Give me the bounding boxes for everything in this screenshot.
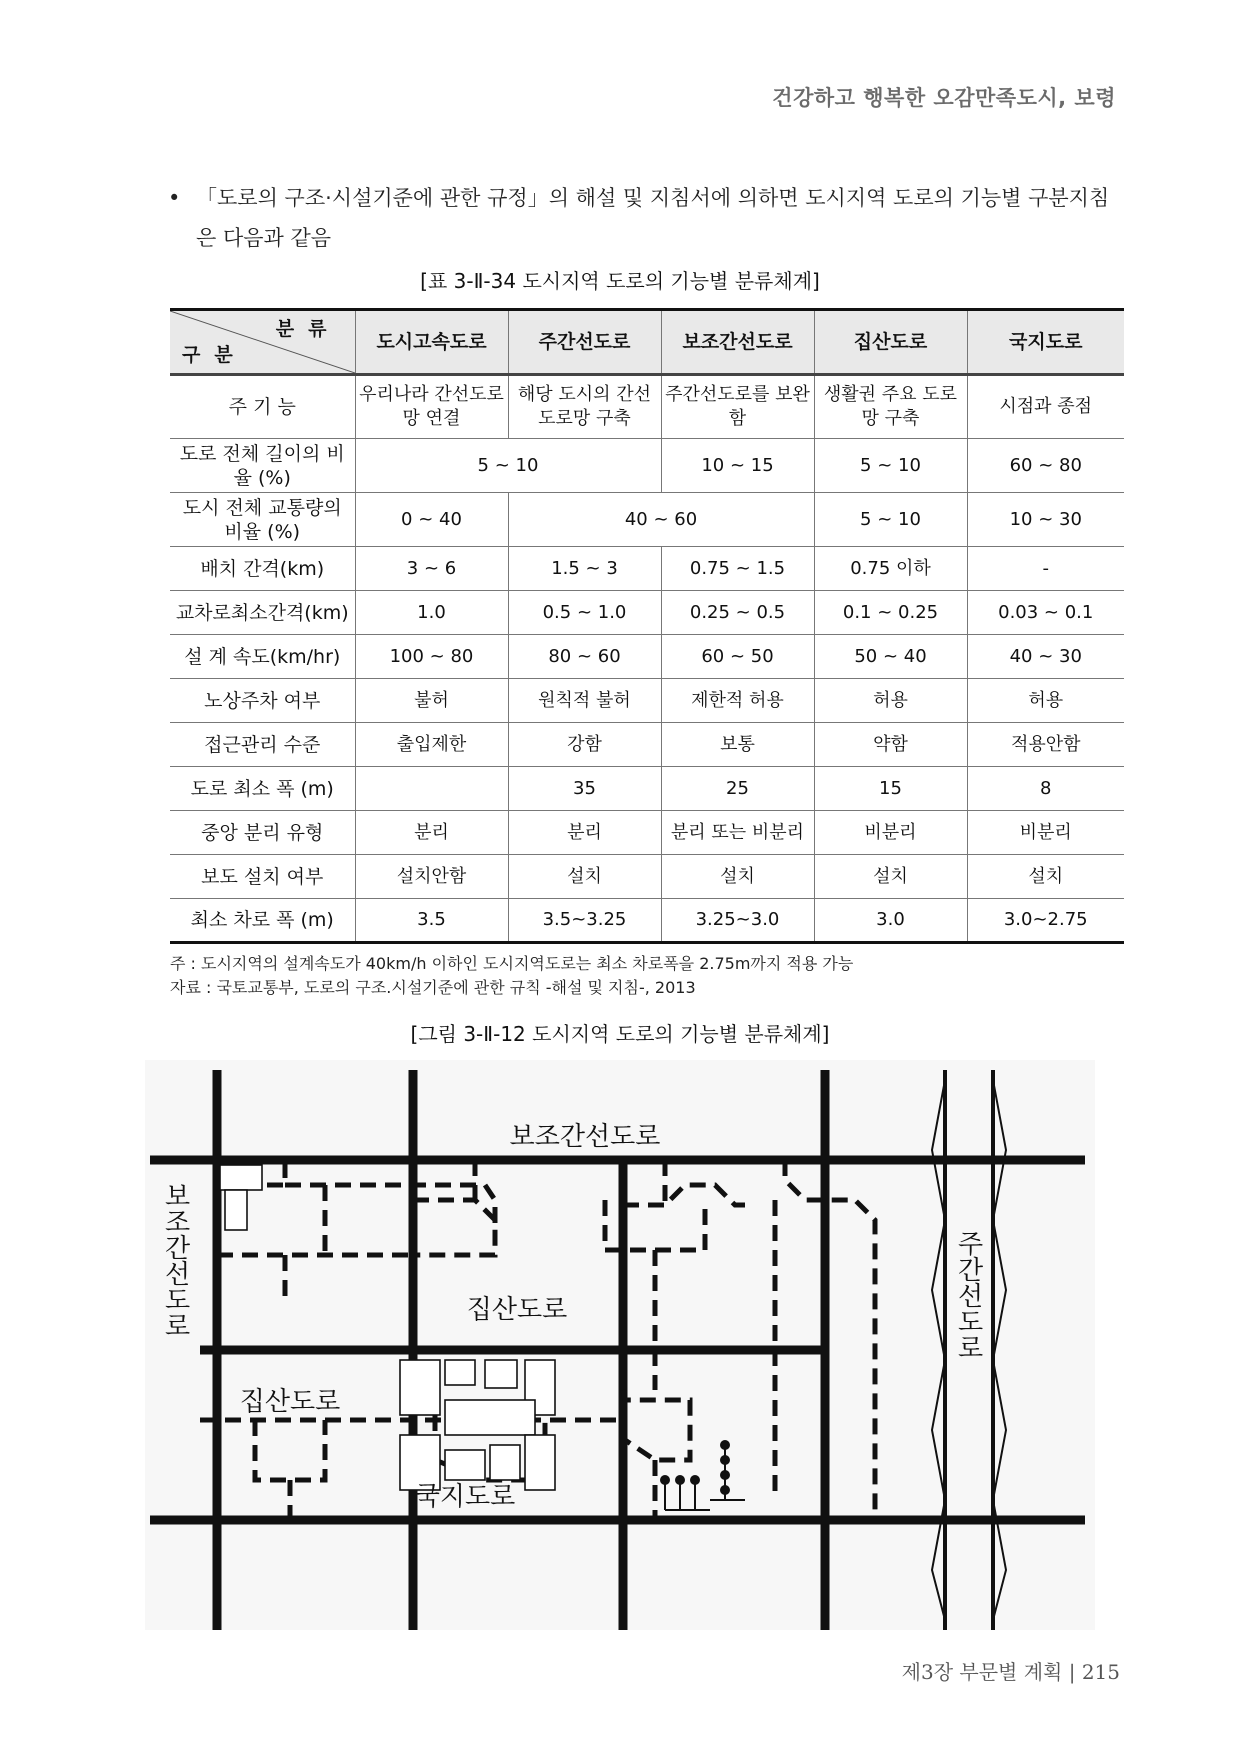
table-row xyxy=(170,635,1124,679)
footer-separator: | xyxy=(1068,1660,1076,1684)
table-cell: 3.0 xyxy=(814,899,967,943)
table-cell: 출입제한 xyxy=(355,723,508,767)
table-cell: 비분리 xyxy=(967,811,1124,855)
column-header: 보조간선도로 xyxy=(661,310,814,375)
table-cell: 50 ~ 40 xyxy=(814,635,967,679)
table-cell: 분리 또는 비분리 xyxy=(661,811,814,855)
row-label: 도로 전체 길이의 비율 (%) xyxy=(170,439,355,493)
corner-header-cell xyxy=(170,310,355,375)
table-cell: 적용안함 xyxy=(967,723,1124,767)
column-header: 도시고속도로 xyxy=(355,310,508,375)
table-cell xyxy=(355,767,508,811)
table-cell: 25 xyxy=(661,767,814,811)
table-row xyxy=(170,493,1124,547)
table-header-row xyxy=(170,310,1124,375)
table-cell: 시점과 종점 xyxy=(967,375,1124,439)
table-cell: 주간선도로를 보완함 xyxy=(661,375,814,439)
row-label: 주 기 능 xyxy=(170,375,355,439)
table-cell: 10 ~ 30 xyxy=(967,493,1124,547)
table-source: 자료 : 국토교통부, 도로의 구조.시설기준에 관한 규칙 -해설 및 지침-, 2013 xyxy=(170,978,696,997)
table-cell: 불허 xyxy=(355,679,508,723)
table-row xyxy=(170,375,1124,439)
table-cell: 1.0 xyxy=(355,591,508,635)
table-cell: 15 xyxy=(814,767,967,811)
label-right-road-vertical: 주간선도로 xyxy=(953,1230,983,1360)
footer-chapter: 제3장 부문별 계획 xyxy=(901,1660,1063,1684)
table-cell: 설치 xyxy=(661,855,814,899)
bullet-marker: • xyxy=(168,186,181,210)
label-top-road: 보조간선도로 xyxy=(509,1122,661,1152)
table-cell: 0.75 이하 xyxy=(814,547,967,591)
table-cell: 60 ~ 80 xyxy=(967,439,1124,493)
table-cell: 허용 xyxy=(814,679,967,723)
row-label: 보도 설치 여부 xyxy=(170,855,355,899)
table-cell: 0.5 ~ 1.0 xyxy=(508,591,661,635)
intro-text: 「도로의 구조·시설기준에 관한 규정」의 해설 및 지침서에 의하면 도시지역 도로의 기능별 구분지침은 다음과 같음 xyxy=(196,186,1110,250)
page-number: 215 xyxy=(1081,1660,1120,1684)
table-row xyxy=(170,855,1124,899)
table-row xyxy=(170,811,1124,855)
table-cell: 우리나라 간선도로망 연결 xyxy=(355,375,508,439)
table-row xyxy=(170,899,1124,943)
table-cell: 35 xyxy=(508,767,661,811)
table-cell: 80 ~ 60 xyxy=(508,635,661,679)
table-cell: 해당 도시의 간선도로망 구축 xyxy=(508,375,661,439)
column-header: 국지도로 xyxy=(967,310,1124,375)
building xyxy=(485,1360,517,1388)
table-cell: 설치 xyxy=(508,855,661,899)
building xyxy=(445,1400,535,1435)
row-label: 중앙 분리 유형 xyxy=(170,811,355,855)
label-center-road: 집산도로 xyxy=(466,1295,568,1325)
table-cell: 0.1 ~ 0.25 xyxy=(814,591,967,635)
table-cell: 5 ~ 10 xyxy=(814,439,967,493)
row-label: 배치 간격(km) xyxy=(170,547,355,591)
table-cell: 8 xyxy=(967,767,1124,811)
table-cell: 3 ~ 6 xyxy=(355,547,508,591)
table-cell: 강함 xyxy=(508,723,661,767)
table-cell: 10 ~ 15 xyxy=(661,439,814,493)
table-cell: 40 ~ 30 xyxy=(967,635,1124,679)
road-classification-table xyxy=(170,308,1124,944)
table-cell: 분리 xyxy=(355,811,508,855)
table-cell: 60 ~ 50 xyxy=(661,635,814,679)
row-label: 교차로최소간격(km) xyxy=(170,591,355,635)
table-cell: 분리 xyxy=(508,811,661,855)
table-cell: 제한적 허용 xyxy=(661,679,814,723)
row-label: 노상주차 여부 xyxy=(170,679,355,723)
table-notes xyxy=(170,952,1130,1000)
table-row xyxy=(170,723,1124,767)
table-cell: 생활권 주요 도로망 구축 xyxy=(814,375,967,439)
intro-paragraph xyxy=(168,178,1128,258)
table-note: 주 : 도시지역의 설계속도가 40km/h 이하인 도시지역도로는 최소 차로폭을 2.75m까지 적용 가능 xyxy=(170,954,854,973)
building xyxy=(490,1445,520,1480)
table-row xyxy=(170,547,1124,591)
label-bottom-road: 국지도로 xyxy=(414,1482,516,1512)
building xyxy=(225,1190,247,1230)
table-cell: 3.5 xyxy=(355,899,508,943)
building xyxy=(400,1360,440,1415)
row-label: 설 계 속도(km/hr) xyxy=(170,635,355,679)
table-cell: 3.5~3.25 xyxy=(508,899,661,943)
table-cell: 3.25~3.0 xyxy=(661,899,814,943)
table-row xyxy=(170,767,1124,811)
row-label: 도로 최소 폭 (m) xyxy=(170,767,355,811)
table-cell: 설치 xyxy=(967,855,1124,899)
table-cell: 0.25 ~ 0.5 xyxy=(661,591,814,635)
table-cell: 설치안함 xyxy=(355,855,508,899)
building xyxy=(445,1360,475,1385)
table-cell: - xyxy=(967,547,1124,591)
table-cell: 0 ~ 40 xyxy=(355,493,508,547)
page-footer xyxy=(902,1656,1120,1685)
table-cell: 원칙적 불허 xyxy=(508,679,661,723)
corner-label-category: 분류 xyxy=(275,318,341,340)
road-network-diagram xyxy=(145,1060,1095,1630)
building xyxy=(445,1450,485,1480)
label-lower-left-road: 집산도로 xyxy=(239,1387,341,1417)
table-cell: 약함 xyxy=(814,723,967,767)
building xyxy=(220,1165,262,1190)
table-cell: 100 ~ 80 xyxy=(355,635,508,679)
table-cell: 보통 xyxy=(661,723,814,767)
table-cell: 설치 xyxy=(814,855,967,899)
label-left-road-vertical: 보조간선도로 xyxy=(160,1182,190,1338)
row-label: 도시 전체 교통량의 비율 (%) xyxy=(170,493,355,547)
table-row xyxy=(170,591,1124,635)
table-cell: 1.5 ~ 3 xyxy=(508,547,661,591)
table-cell: 3.0~2.75 xyxy=(967,899,1124,943)
row-label: 접근관리 수준 xyxy=(170,723,355,767)
running-header: 건강하고 행복한 오감만족도시, 보령 xyxy=(772,86,1116,110)
table-cell-merged: 5 ~ 10 xyxy=(355,439,661,493)
row-label: 최소 차로 폭 (m) xyxy=(170,899,355,943)
table-cell: 0.03 ~ 0.1 xyxy=(967,591,1124,635)
figure-caption: [그림 3-Ⅱ-12 도시지역 도로의 기능별 분류체계] xyxy=(410,1022,830,1046)
table-cell: 허용 xyxy=(967,679,1124,723)
column-header: 집산도로 xyxy=(814,310,967,375)
table-cell: 0.75 ~ 1.5 xyxy=(661,547,814,591)
table-cell: 5 ~ 10 xyxy=(814,493,967,547)
building xyxy=(525,1435,555,1490)
table-row xyxy=(170,439,1124,493)
corner-label-division: 구분 xyxy=(182,344,247,366)
table-cell: 비분리 xyxy=(814,811,967,855)
table-caption: [표 3-Ⅱ-34 도시지역 도로의 기능별 분류체계] xyxy=(420,269,820,293)
table-row xyxy=(170,679,1124,723)
table-cell-merged: 40 ~ 60 xyxy=(508,493,814,547)
column-header: 주간선도로 xyxy=(508,310,661,375)
